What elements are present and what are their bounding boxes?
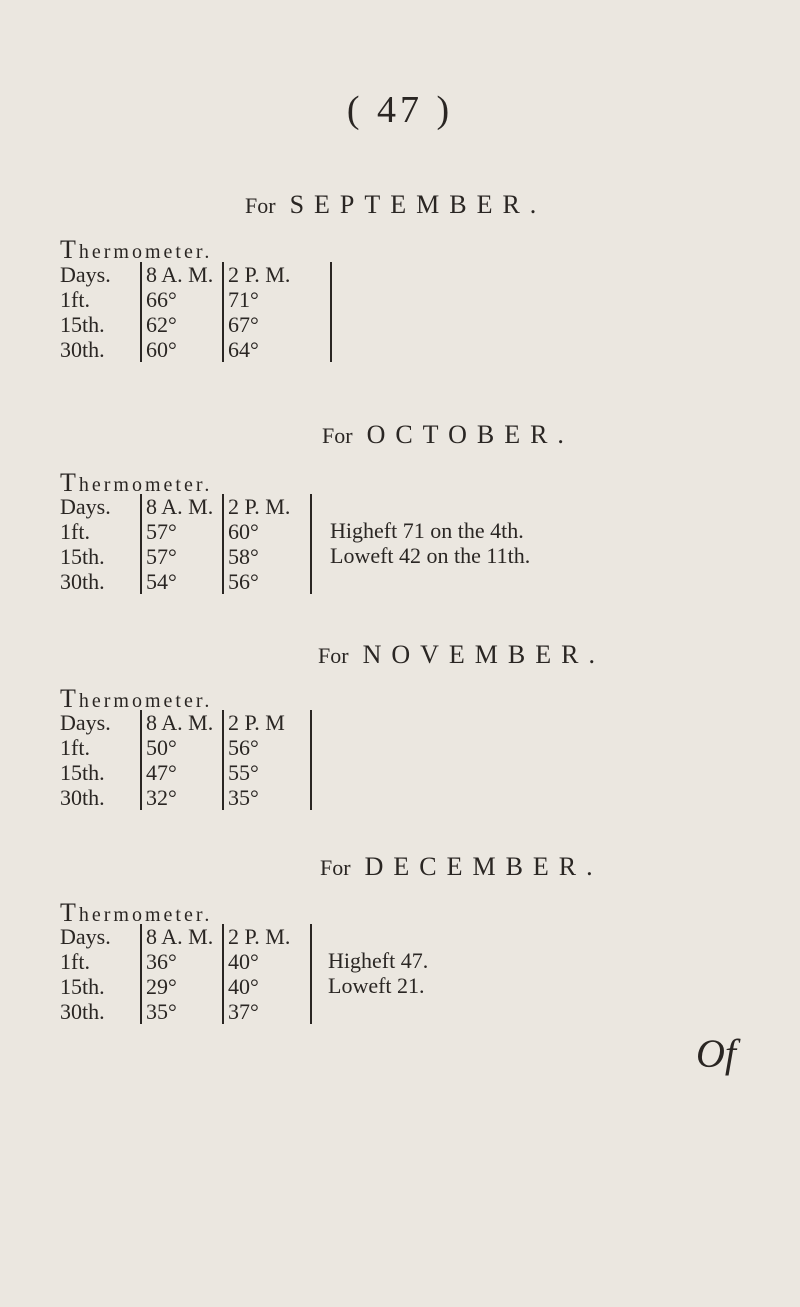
temperature-cell: 40°	[228, 949, 259, 974]
day-cell: 1ft.	[60, 519, 90, 544]
month-name: NOVEMBER.	[362, 640, 605, 669]
month-name: OCTOBER.	[366, 420, 574, 449]
afternoon-column	[222, 710, 308, 810]
column-header: Days.	[60, 710, 111, 735]
temperature-cell: 67°	[228, 312, 259, 337]
temperature-cell: 50°	[146, 735, 177, 760]
thermometer-heading: Thermometer.	[60, 684, 213, 713]
temperature-cell: 35°	[228, 785, 259, 810]
temperature-cell: 60°	[146, 337, 177, 362]
temperature-cell: 66°	[146, 287, 177, 312]
temperature-cell: 57°	[146, 544, 177, 569]
day-cell: 15th.	[60, 312, 105, 337]
column-header: 2 P. M.	[228, 924, 291, 949]
lowest-note: Loweft 21.	[328, 973, 425, 998]
column-header: 2 P. M.	[228, 494, 291, 519]
month-heading-december	[320, 852, 603, 882]
day-cell: 30th.	[60, 569, 105, 594]
temperature-cell: 62°	[146, 312, 177, 337]
column-header: 8 A. M.	[146, 710, 214, 735]
afternoon-column	[222, 262, 308, 362]
day-cell: 30th.	[60, 785, 105, 810]
column-header: Days.	[60, 494, 111, 519]
afternoon-column	[222, 924, 308, 1024]
morning-column	[140, 924, 216, 1024]
temperature-note	[328, 948, 428, 998]
day-cell: 1ft.	[60, 287, 90, 312]
table-rule	[310, 494, 312, 594]
temperature-cell: 32°	[146, 785, 177, 810]
catchword: Of	[696, 1031, 736, 1076]
temperature-cell: 36°	[146, 949, 177, 974]
temperature-cell: 35°	[146, 999, 177, 1024]
temperature-cell: 29°	[146, 974, 177, 999]
temperature-cell: 56°	[228, 735, 259, 760]
days-column	[60, 494, 135, 594]
temperature-cell: 60°	[228, 519, 259, 544]
thermometer-heading: Thermometer.	[60, 898, 213, 927]
morning-column	[140, 262, 216, 362]
day-cell: 30th.	[60, 999, 105, 1024]
day-cell: 30th.	[60, 337, 105, 362]
thermometer-heading: Thermometer.	[60, 468, 213, 497]
month-heading-october	[322, 420, 574, 450]
morning-column	[140, 494, 216, 594]
for-label: For	[320, 855, 351, 880]
highest-note: Higheft 47.	[328, 948, 429, 973]
table-rule	[310, 710, 312, 810]
temperature-cell: 58°	[228, 544, 259, 569]
temperature-cell: 37°	[228, 999, 259, 1024]
temperature-note	[330, 518, 530, 568]
column-header: 2 P. M	[228, 710, 285, 735]
temperature-cell: 64°	[228, 337, 259, 362]
day-cell: 15th.	[60, 974, 105, 999]
afternoon-column	[222, 494, 308, 594]
temperature-cell: 71°	[228, 287, 259, 312]
page-number: ( 47 )	[346, 89, 454, 131]
temperature-cell: 55°	[228, 760, 259, 785]
temperature-cell: 57°	[146, 519, 177, 544]
highest-note: Higheft 71 on the 4th.	[330, 518, 524, 543]
days-column	[60, 924, 135, 1024]
morning-column	[140, 710, 216, 810]
month-name: DECEMBER.	[364, 852, 603, 881]
month-heading-september	[245, 190, 546, 220]
day-cell: 1ft.	[60, 735, 90, 760]
column-header: Days.	[60, 262, 111, 287]
table-rule	[330, 262, 332, 362]
column-header: 8 A. M.	[146, 924, 214, 949]
day-cell: 15th.	[60, 544, 105, 569]
lowest-note: Loweft 42 on the 11th.	[330, 543, 531, 568]
column-header: Days.	[60, 924, 111, 949]
days-column	[60, 262, 135, 362]
column-header: 8 A. M.	[146, 262, 214, 287]
temperature-cell: 40°	[228, 974, 259, 999]
temperature-cell: 56°	[228, 569, 259, 594]
column-header: 2 P. M.	[228, 262, 291, 287]
table-rule	[310, 924, 312, 1024]
days-column	[60, 710, 135, 810]
for-label: For	[245, 193, 276, 218]
column-header: 8 A. M.	[146, 494, 214, 519]
thermometer-heading: Thermometer.	[60, 235, 213, 264]
temperature-cell: 47°	[146, 760, 177, 785]
month-name: SEPTEMBER.	[289, 190, 547, 219]
day-cell: 15th.	[60, 760, 105, 785]
day-cell: 1ft.	[60, 949, 90, 974]
month-heading-november	[318, 640, 605, 670]
for-label: For	[322, 423, 353, 448]
for-label: For	[318, 643, 349, 668]
temperature-cell: 54°	[146, 569, 177, 594]
